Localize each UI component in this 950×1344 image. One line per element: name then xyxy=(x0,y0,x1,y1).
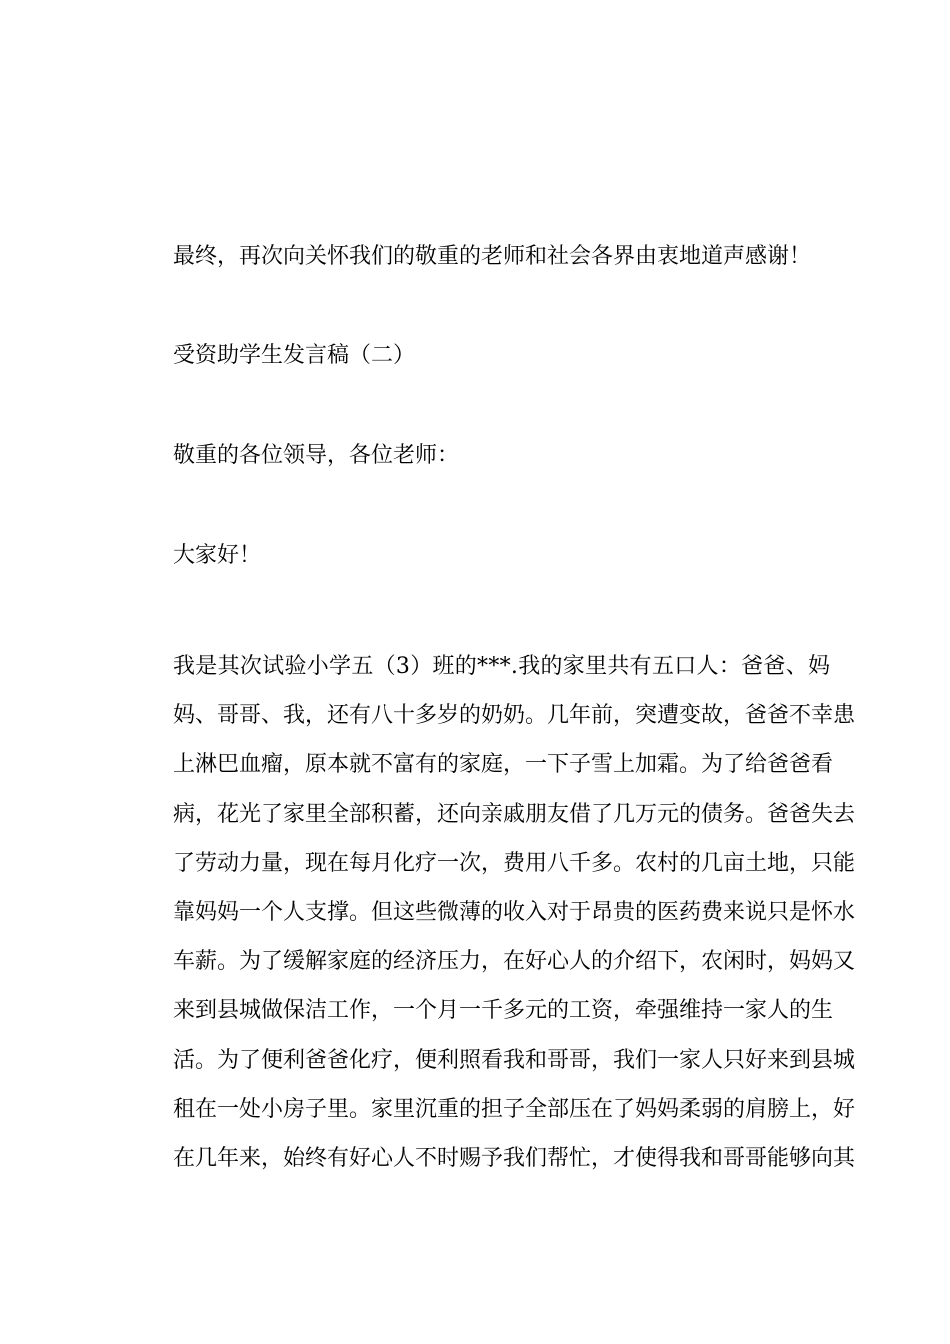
speech-title: 受资助学生发言稿（二） xyxy=(173,343,416,368)
body-paragraph xyxy=(173,642,856,1183)
salutation: 敬重的各位领导，各位老师： xyxy=(173,443,460,468)
paragraph-line: 上淋巴血瘤，原本就不富有的家庭，一下子雪上加霜。为了给爸爸看 xyxy=(173,752,834,778)
paragraph-line: 在几年来，始终有好心人不时赐予我们帮忙，才使得我和哥哥能够向其 xyxy=(173,1145,856,1171)
paragraph-line: 病，花光了家里全部积蓄，还向亲戚朋友借了几万元的债务。爸爸失去 xyxy=(173,801,856,827)
paragraph-line: 我是其次试验小学五（3）班的***.我的家里共有五口人：爸爸、妈 xyxy=(173,654,831,679)
paragraph-line: 租在一处小房子里。家里沉重的担子全部压在了妈妈柔弱的肩膀上，好 xyxy=(173,1096,856,1122)
paragraph-line: 妈、哥哥、我，还有八十多岁的奶奶。几年前，突遭变故，爸爸不幸患 xyxy=(173,703,856,729)
paragraph-line: 车薪。为了缓解家庭的经济压力，在好心人的介绍下，农闲时，妈妈又 xyxy=(173,949,856,975)
greeting: 大家好！ xyxy=(173,543,262,568)
paragraph-line: 靠妈妈一个人支撑。但这些微薄的收入对于昂贵的医药费来说只是怀水 xyxy=(173,899,856,925)
paragraph-line: 活。为了便利爸爸化疗，便利照看我和哥哥，我们一家人只好来到县城 xyxy=(173,1047,856,1073)
closing-line: 最终，再次向关怀我们的敬重的老师和社会各界由衷地道声感谢！ xyxy=(173,244,812,269)
paragraph-line: 来到县城做保洁工作，一个月一千多元的工资，牵强维持一家人的生 xyxy=(173,998,834,1024)
paragraph-line: 了劳动力量，现在每月化疗一次，费用八千多。农村的几亩土地，只能 xyxy=(173,850,856,876)
